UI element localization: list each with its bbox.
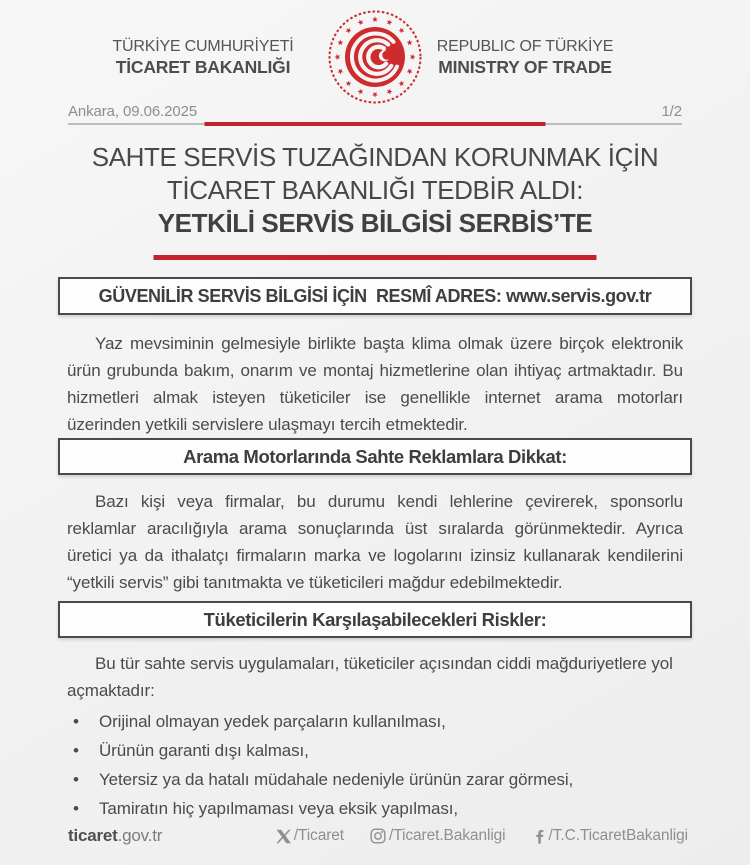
ministry-name-en-line1: REPUBLIC OF TÜRKİYE <box>436 38 614 55</box>
document-meta-row <box>68 103 682 120</box>
facebook-handle: /T.C.TicaretBakanligi <box>548 827 688 844</box>
banner-consumer-risks: Tüketicilerin Karşılaşabilecekleri Riskler: <box>58 601 692 638</box>
paragraph-sponsored-ads: Bazı kişi veya firmalar, bu durumu kendi lehlerine çevirerek, sponsorlu reklamlar aracılığıyla arama sonuçlarında üst sıralarda görünmektedir. Ayrıca üretici ya da ithalatçı firmaların marka ve logolarını izinsiz kullanarak kendilerini “yetkili servis” gibi tanıtmakta ve tüketicileri mağdur edebilmektedir. <box>67 492 683 592</box>
footer <box>68 826 688 846</box>
instagram-icon <box>370 828 386 844</box>
list-item: • Yetersiz ya da hatalı müdahale nedeniyle ürünün zarar görmesi, <box>67 765 683 794</box>
divider-red-segment <box>205 122 546 126</box>
list-item: • Ürünün garanti dışı kalması, <box>67 736 683 765</box>
risk-bullet-list <box>67 707 683 823</box>
banner-fake-ads-warning: Arama Motorlarında Sahte Reklamlara Dikkat: <box>58 438 692 475</box>
website-bold-part: ticaret <box>68 826 118 845</box>
facebook-icon <box>532 829 546 844</box>
website-rest-part: .gov.tr <box>117 826 163 845</box>
instagram-handle: /Ticaret.Bakanligi <box>389 827 506 844</box>
header-divider <box>68 122 682 127</box>
title-line-2: TİCARET BAKANLIĞI TEDBİR ALDI: <box>166 175 584 205</box>
ministry-name-en-line2: MINISTRY OF TRADE <box>438 57 612 77</box>
x-handle: /Ticaret <box>293 827 345 844</box>
ministry-name-english <box>420 36 630 78</box>
ministry-name-tr-line1: TÜRKİYE CUMHURİYETİ <box>112 38 294 55</box>
dateline: Ankara, 09.06.2025 <box>68 103 198 120</box>
title-line-1: SAHTE SERVİS TUZAĞINDAN KORUNMAK İÇİN <box>91 142 659 172</box>
x-social-link[interactable] <box>276 827 344 845</box>
list-item: • Tamiratın hiç yapılmaması veya eksik yapılması, <box>67 794 683 823</box>
facebook-social-link[interactable] <box>532 827 688 845</box>
instagram-social-link[interactable] <box>370 827 506 845</box>
paragraph-risks-intro: Bu tür sahte servis uygulamaları, tüketiciler açısından ciddi mağduriyetlere yol açmaktadır: <box>67 654 673 700</box>
title-red-rule <box>154 255 597 260</box>
ministry-of-trade-emblem-logo <box>325 7 425 107</box>
social-links <box>276 827 688 845</box>
paragraph-intro: Yaz mevsiminin gelmesiyle birlikte başta klima olmak üzere birçok elektronik ürün grubunda bakım, onarım ve montaj hizmetlerine olan ihtiyaç artmaktadır. Bu hizmetleri almak isteyen tüketiciler ise genellikle internet arama motorları üzerinden yetkili servislere ulaşmayı tercih etmektedir. <box>67 334 683 434</box>
page-title <box>40 141 710 240</box>
ministry-name-turkish <box>58 36 348 78</box>
banner-official-address: GÜVENİLİR SERVİS BİLGİSİ İÇİN RESMÎ ADRES: www.servis.gov.tr <box>58 277 692 315</box>
page-number: 1/2 <box>661 103 682 120</box>
title-line-3: YETKİLİ SERVİS BİLGİSİ SERBİS’TE <box>157 208 593 238</box>
ministry-name-tr-line2: TİCARET BAKANLIĞI <box>115 57 291 77</box>
website-link[interactable] <box>68 826 162 846</box>
list-item: • Orijinal olmayan yedek parçaların kullanılması, <box>67 707 683 736</box>
x-icon <box>276 829 291 844</box>
